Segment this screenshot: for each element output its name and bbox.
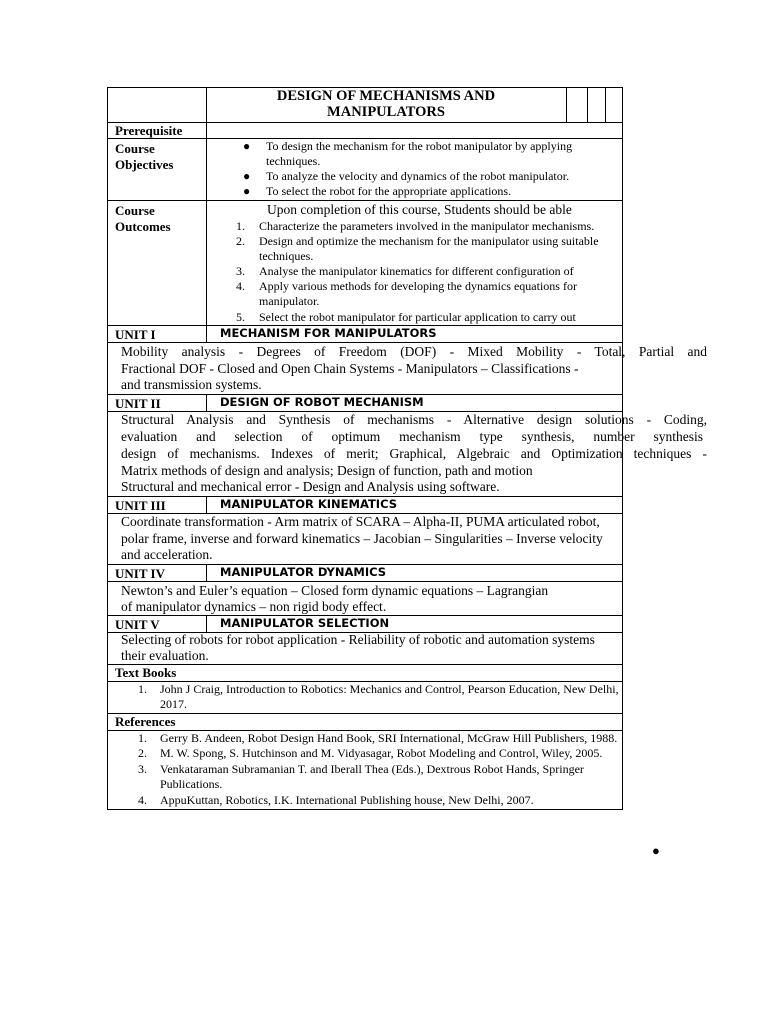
unit-label: UNIT II [115, 396, 161, 411]
outcomes-label-line: Course [115, 203, 155, 218]
bullet-icon: ● [243, 169, 251, 183]
unit-content-line: and transmission systems. [121, 377, 262, 392]
textbooks-label: Text Books [115, 665, 177, 680]
unit-title: MANIPULATOR DYNAMICS [220, 565, 387, 579]
outcome-number: 1. [236, 219, 245, 233]
references-label: References [115, 714, 176, 729]
objective-item-cont: techniques. [266, 154, 321, 168]
unit-content-line: Selecting of robots for robot application - Reliability of robotic and automation systems [121, 632, 595, 647]
outcome-number: 5. [236, 310, 245, 324]
unit-content-line: and acceleration. [121, 547, 213, 562]
objectives-label-line: Objectives [115, 157, 174, 172]
outcome-item: Apply various methods for developing the dynamics equations for [259, 279, 577, 293]
objectives-label-line: Course [115, 141, 155, 156]
unit-title-divider [206, 615, 207, 633]
outcome-item: Analyse the manipulator kinematics for different configuration of [259, 264, 574, 278]
course-title-line: DESIGN OF MECHANISMS AND [276, 88, 496, 104]
row-divider [107, 342, 623, 343]
unit-content-line: Coordinate transformation - Arm matrix of SCARA – Alpha-II, PUMA articulated robot, [121, 514, 600, 529]
unit-content-line: polar frame, inverse and forward kinematics – Jacobian – Singularities – Inverse velocity [121, 531, 603, 546]
objective-item: To analyze the velocity and dynamics of the robot manipulator. [266, 169, 570, 183]
unit-content-line: Fractional DOF - Closed and Open Chain Systems - Manipulators – Classifications - [121, 361, 579, 376]
reference-number: 4. [138, 793, 147, 807]
table-bottom-border [107, 809, 623, 810]
credit-cell-divider [605, 87, 606, 123]
reference-item: Gerry B. Andeen, Robot Design Hand Book, SRI International, McGraw Hill Publishers, 1988. [160, 731, 618, 745]
unit-content-line: Structural Analysis and Synthesis of mechanisms - Alternative design solutions - Coding, [121, 412, 707, 427]
unit-label: UNIT III [115, 498, 166, 513]
textbook-item-cont: 2017. [160, 697, 187, 711]
course-title-line: MANIPULATORS [327, 104, 445, 120]
unit-content-line: Newton’s and Euler’s equation – Closed form dynamic equations – Lagrangian [121, 583, 549, 598]
row-divider [107, 713, 623, 714]
objective-item: To design the mechanism for the robot manipulator by applying [266, 139, 573, 153]
label-column-divider [206, 87, 207, 326]
unit-title: MANIPULATOR KINEMATICS [220, 497, 398, 511]
bullet-icon: ● [652, 843, 660, 858]
unit-content-line: of manipulator dynamics – non rigid body effect. [121, 599, 387, 614]
unit-title-divider [206, 496, 207, 514]
reference-item: M. W. Spong, S. Hutchinson and M. Vidyasagar, Robot Modeling and Control, Wiley, 2005. [160, 746, 603, 760]
outcome-item: Design and optimize the mechanism for the manipulator using suitable [259, 234, 599, 248]
unit-title-divider [206, 394, 207, 412]
unit-title-divider [206, 564, 207, 582]
unit-title: DESIGN OF ROBOT MECHANISM [220, 395, 424, 409]
unit-content-line: Mobility analysis - Degrees of Freedom (DOF) - Mixed Mobility - Total, Partial and [121, 344, 707, 359]
textbook-number: 1. [138, 682, 147, 696]
outcome-item: Characterize the parameters involved in the manipulator mechanisms. [259, 219, 595, 233]
unit-content-line: their evaluation. [121, 648, 209, 663]
outcomes-label-line: Outcomes [115, 219, 171, 234]
reference-number: 1. [138, 731, 147, 745]
outcome-item-cont: manipulator. [259, 294, 320, 308]
unit-title: MANIPULATOR SELECTION [220, 616, 390, 630]
unit-content-line: evaluation and selection of optimum mechanism type synthesis, number synthesis [121, 429, 703, 444]
unit-label: UNIT IV [115, 566, 165, 581]
unit-title: MECHANISM FOR MANIPULATORS [220, 326, 437, 340]
outcome-number: 2. [236, 234, 245, 248]
credit-cell-divider [566, 87, 567, 123]
textbook-item: John J Craig, Introduction to Robotics: Mechanics and Control, Pearson Education, New Delhi, [160, 682, 619, 696]
outcome-number: 4. [236, 279, 245, 293]
unit-content-line: design of mechanisms. Indexes of merit; Graphical, Algebraic and Optimization techniques - [121, 446, 707, 461]
outcomes-label [115, 203, 171, 235]
row-divider [107, 581, 623, 582]
outcome-item: Select the robot manipulator for particular application to carry out [259, 310, 576, 324]
unit-content-line: Matrix methods of design and analysis; Design of function, path and motion [121, 463, 533, 478]
bullet-icon: ● [243, 139, 251, 153]
reference-number: 3. [138, 762, 147, 776]
unit-content-line: Structural and mechanical error - Design and Analysis using software. [121, 479, 500, 494]
row-divider [107, 122, 623, 123]
reference-number: 2. [138, 746, 147, 760]
outcome-item-cont: techniques. [259, 249, 314, 263]
objective-item: To select the robot for the appropriate applications. [266, 184, 512, 198]
bullet-icon: ● [243, 184, 251, 198]
outcome-number: 3. [236, 264, 245, 278]
objectives-label [115, 141, 173, 173]
outcomes-intro: Upon completion of this course, Students should be able [267, 202, 572, 217]
unit-title-divider [206, 325, 207, 343]
table-left-border [107, 87, 108, 810]
credit-cell-divider [587, 87, 588, 123]
reference-item: Venkataraman Subramanian T. and Iberall Thea (Eds.), Dextrous Robot Hands, Springer [160, 762, 584, 776]
reference-item-cont: Publications. [160, 777, 223, 791]
row-divider [107, 200, 623, 201]
prerequisite-label: Prerequisite [115, 123, 183, 138]
course-title [206, 88, 566, 120]
unit-label: UNIT I [115, 327, 156, 342]
unit-label: UNIT V [115, 617, 160, 632]
reference-item: AppuKuttan, Robotics, I.K. International Publishing house, New Delhi, 2007. [160, 793, 534, 807]
